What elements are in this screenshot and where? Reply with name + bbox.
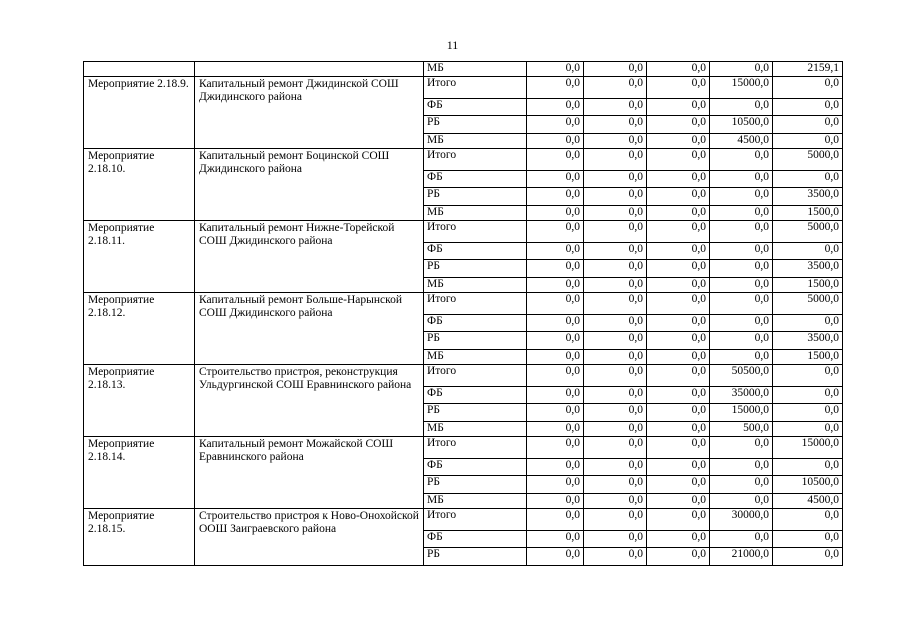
value-cell: 0,0 [710,260,773,278]
value-cell: 0,0 [527,62,584,77]
funding-source-cell: Итого [424,149,527,171]
value-cell: 0,0 [647,293,710,315]
value-cell: 0,0 [527,404,584,422]
funding-source-cell: ФБ [424,459,527,476]
value-cell: 0,0 [527,365,584,387]
value-cell: 0,0 [647,77,710,99]
funding-source-cell: МБ [424,62,527,77]
value-cell: 0,0 [710,350,773,365]
value-cell: 0,0 [527,243,584,260]
value-cell: 3500,0 [773,260,843,278]
value-cell: 0,0 [584,206,647,221]
value-cell: 0,0 [527,422,584,437]
value-cell: 0,0 [584,293,647,315]
funding-source-cell: ФБ [424,531,527,548]
value-cell: 0,0 [710,437,773,459]
value-cell: 0,0 [584,548,647,566]
event-cell: Мероприятие 2.18.12. [84,293,195,365]
value-cell: 0,0 [527,437,584,459]
value-cell: 1500,0 [773,350,843,365]
value-cell: 0,0 [584,404,647,422]
value-cell: 0,0 [647,332,710,350]
value-cell: 0,0 [647,260,710,278]
name-cell: Капитальный ремонт Больше-Нарынской СОШ Джидинского района [195,293,424,365]
value-cell: 0,0 [710,459,773,476]
value-cell: 0,0 [710,149,773,171]
value-cell: 0,0 [647,404,710,422]
value-cell: 0,0 [647,459,710,476]
value-cell: 0,0 [647,350,710,365]
value-cell: 0,0 [647,476,710,494]
value-cell: 0,0 [584,99,647,116]
value-cell: 0,0 [710,99,773,116]
table-row [84,77,843,99]
funding-source-cell: ФБ [424,387,527,404]
funding-source-cell: МБ [424,278,527,293]
value-cell: 50500,0 [710,365,773,387]
value-cell: 0,0 [710,476,773,494]
value-cell: 0,0 [647,221,710,243]
value-cell: 0,0 [527,476,584,494]
value-cell: 0,0 [773,509,843,531]
value-cell: 0,0 [710,332,773,350]
page-number: 11 [446,38,459,52]
table-row [84,509,843,531]
value-cell: 0,0 [527,293,584,315]
value-cell: 0,0 [584,350,647,365]
value-cell: 0,0 [773,315,843,332]
name-cell: Капитальный ремонт Джидинской СОШ Джидинского района [195,77,424,149]
value-cell: 0,0 [647,531,710,548]
value-cell: 0,0 [584,149,647,171]
value-cell: 0,0 [773,422,843,437]
value-cell: 15000,0 [710,77,773,99]
value-cell: 0,0 [584,260,647,278]
value-cell: 0,0 [584,315,647,332]
funding-source-cell: МБ [424,494,527,509]
funding-source-cell: Итого [424,221,527,243]
value-cell: 4500,0 [710,134,773,149]
name-cell: Строительство пристроя, реконструкция Ульдургинской СОШ Еравнинского района [195,365,424,437]
value-cell: 0,0 [710,171,773,188]
value-cell: 0,0 [527,206,584,221]
funding-source-cell: РБ [424,548,527,566]
value-cell: 0,0 [584,221,647,243]
value-cell: 0,0 [773,134,843,149]
value-cell: 0,0 [647,62,710,77]
funding-source-cell: МБ [424,350,527,365]
value-cell: 0,0 [527,350,584,365]
value-cell: 0,0 [710,62,773,77]
value-cell: 0,0 [647,365,710,387]
value-cell: 0,0 [584,422,647,437]
value-cell: 0,0 [527,77,584,99]
value-cell: 1500,0 [773,206,843,221]
table-row [84,365,843,387]
funding-source-cell: Итого [424,293,527,315]
value-cell: 0,0 [710,243,773,260]
value-cell: 0,0 [773,99,843,116]
value-cell: 0,0 [647,116,710,134]
value-cell: 0,0 [527,171,584,188]
funding-source-cell: Итого [424,365,527,387]
value-cell: 500,0 [710,422,773,437]
funding-source-cell: ФБ [424,171,527,188]
table-body [84,62,843,566]
value-cell: 0,0 [527,99,584,116]
value-cell: 0,0 [773,116,843,134]
value-cell: 0,0 [647,437,710,459]
value-cell: 0,0 [710,494,773,509]
funding-source-cell: МБ [424,206,527,221]
value-cell: 0,0 [527,387,584,404]
value-cell: 0,0 [773,404,843,422]
value-cell: 0,0 [584,387,647,404]
value-cell: 0,0 [710,315,773,332]
funding-source-cell: ФБ [424,99,527,116]
name-cell: Капитальный ремонт Можайской СОШ Еравнинского района [195,437,424,509]
value-cell: 0,0 [584,459,647,476]
event-cell: Мероприятие 2.18.9. [84,77,195,149]
value-cell: 0,0 [647,149,710,171]
funding-source-cell: РБ [424,260,527,278]
event-cell: Мероприятие 2.18.13. [84,365,195,437]
value-cell: 0,0 [710,278,773,293]
value-cell: 0,0 [647,99,710,116]
value-cell: 0,0 [584,171,647,188]
value-cell: 5000,0 [773,221,843,243]
table-row [84,221,843,243]
value-cell: 0,0 [710,206,773,221]
funding-source-cell: РБ [424,404,527,422]
value-cell: 0,0 [647,171,710,188]
funding-source-cell: Итого [424,509,527,531]
value-cell: 0,0 [773,548,843,566]
value-cell: 0,0 [647,315,710,332]
value-cell: 0,0 [527,509,584,531]
value-cell: 0,0 [647,206,710,221]
value-cell: 1500,0 [773,278,843,293]
value-cell: 0,0 [584,77,647,99]
value-cell: 30000,0 [710,509,773,531]
value-cell: 0,0 [527,134,584,149]
value-cell: 0,0 [584,437,647,459]
value-cell: 0,0 [647,494,710,509]
value-cell: 0,0 [710,221,773,243]
value-cell: 0,0 [647,188,710,206]
value-cell: 0,0 [773,77,843,99]
value-cell: 0,0 [773,531,843,548]
value-cell: 0,0 [527,260,584,278]
name-cell: Строительство пристроя к Ново-Онохойской ООШ Заиграевского района [195,509,424,566]
value-cell: 35000,0 [710,387,773,404]
funding-source-cell: МБ [424,134,527,149]
name-cell: Капитальный ремонт Боцинской СОШ Джидинского района [195,149,424,221]
funding-source-cell: РБ [424,476,527,494]
funding-source-cell: Итого [424,437,527,459]
value-cell: 5000,0 [773,293,843,315]
value-cell: 0,0 [584,62,647,77]
value-cell: 0,0 [527,278,584,293]
value-cell: 0,0 [527,188,584,206]
funding-source-cell: РБ [424,188,527,206]
table-row [84,437,843,459]
funding-source-cell: РБ [424,116,527,134]
value-cell: 0,0 [584,188,647,206]
value-cell: 5000,0 [773,149,843,171]
value-cell: 0,0 [773,243,843,260]
value-cell: 0,0 [647,548,710,566]
funding-source-cell: ФБ [424,243,527,260]
value-cell: 0,0 [527,459,584,476]
value-cell: 0,0 [584,134,647,149]
value-cell: 0,0 [710,188,773,206]
value-cell: 0,0 [584,365,647,387]
table-row [84,149,843,171]
value-cell: 0,0 [773,459,843,476]
value-cell: 0,0 [647,243,710,260]
value-cell: 0,0 [584,243,647,260]
table-row [84,293,843,315]
value-cell: 0,0 [647,509,710,531]
event-cell: Мероприятие 2.18.15. [84,509,195,566]
value-cell: 0,0 [527,116,584,134]
value-cell: 10500,0 [773,476,843,494]
value-cell: 0,0 [584,332,647,350]
value-cell: 0,0 [584,476,647,494]
value-cell: 0,0 [527,315,584,332]
value-cell: 0,0 [527,149,584,171]
value-cell: 0,0 [584,116,647,134]
value-cell: 2159,1 [773,62,843,77]
budget-table [83,61,843,566]
funding-source-cell: Итого [424,77,527,99]
value-cell: 0,0 [647,387,710,404]
name-cell [195,62,424,77]
value-cell: 0,0 [773,171,843,188]
value-cell: 0,0 [647,278,710,293]
funding-source-cell: ФБ [424,315,527,332]
event-cell: Мероприятие 2.18.14. [84,437,195,509]
value-cell: 0,0 [527,494,584,509]
value-cell: 3500,0 [773,188,843,206]
value-cell: 0,0 [773,365,843,387]
funding-source-cell: РБ [424,332,527,350]
value-cell: 3500,0 [773,332,843,350]
event-cell: Мероприятие 2.18.11. [84,221,195,293]
value-cell: 4500,0 [773,494,843,509]
name-cell: Капитальный ремонт Нижне-Торейской СОШ Джидинского района [195,221,424,293]
value-cell: 0,0 [647,134,710,149]
carry-over-row [84,62,843,77]
value-cell: 0,0 [584,494,647,509]
value-cell: 21000,0 [710,548,773,566]
value-cell: 0,0 [584,531,647,548]
value-cell: 0,0 [584,278,647,293]
value-cell: 0,0 [527,332,584,350]
value-cell: 0,0 [527,548,584,566]
value-cell: 0,0 [710,531,773,548]
event-cell [84,62,195,77]
value-cell: 0,0 [773,387,843,404]
value-cell: 0,0 [710,293,773,315]
event-cell: Мероприятие 2.18.10. [84,149,195,221]
value-cell: 15000,0 [773,437,843,459]
value-cell: 0,0 [527,531,584,548]
value-cell: 0,0 [647,422,710,437]
value-cell: 0,0 [584,509,647,531]
value-cell: 15000,0 [710,404,773,422]
funding-source-cell: МБ [424,422,527,437]
value-cell: 0,0 [527,221,584,243]
value-cell: 10500,0 [710,116,773,134]
